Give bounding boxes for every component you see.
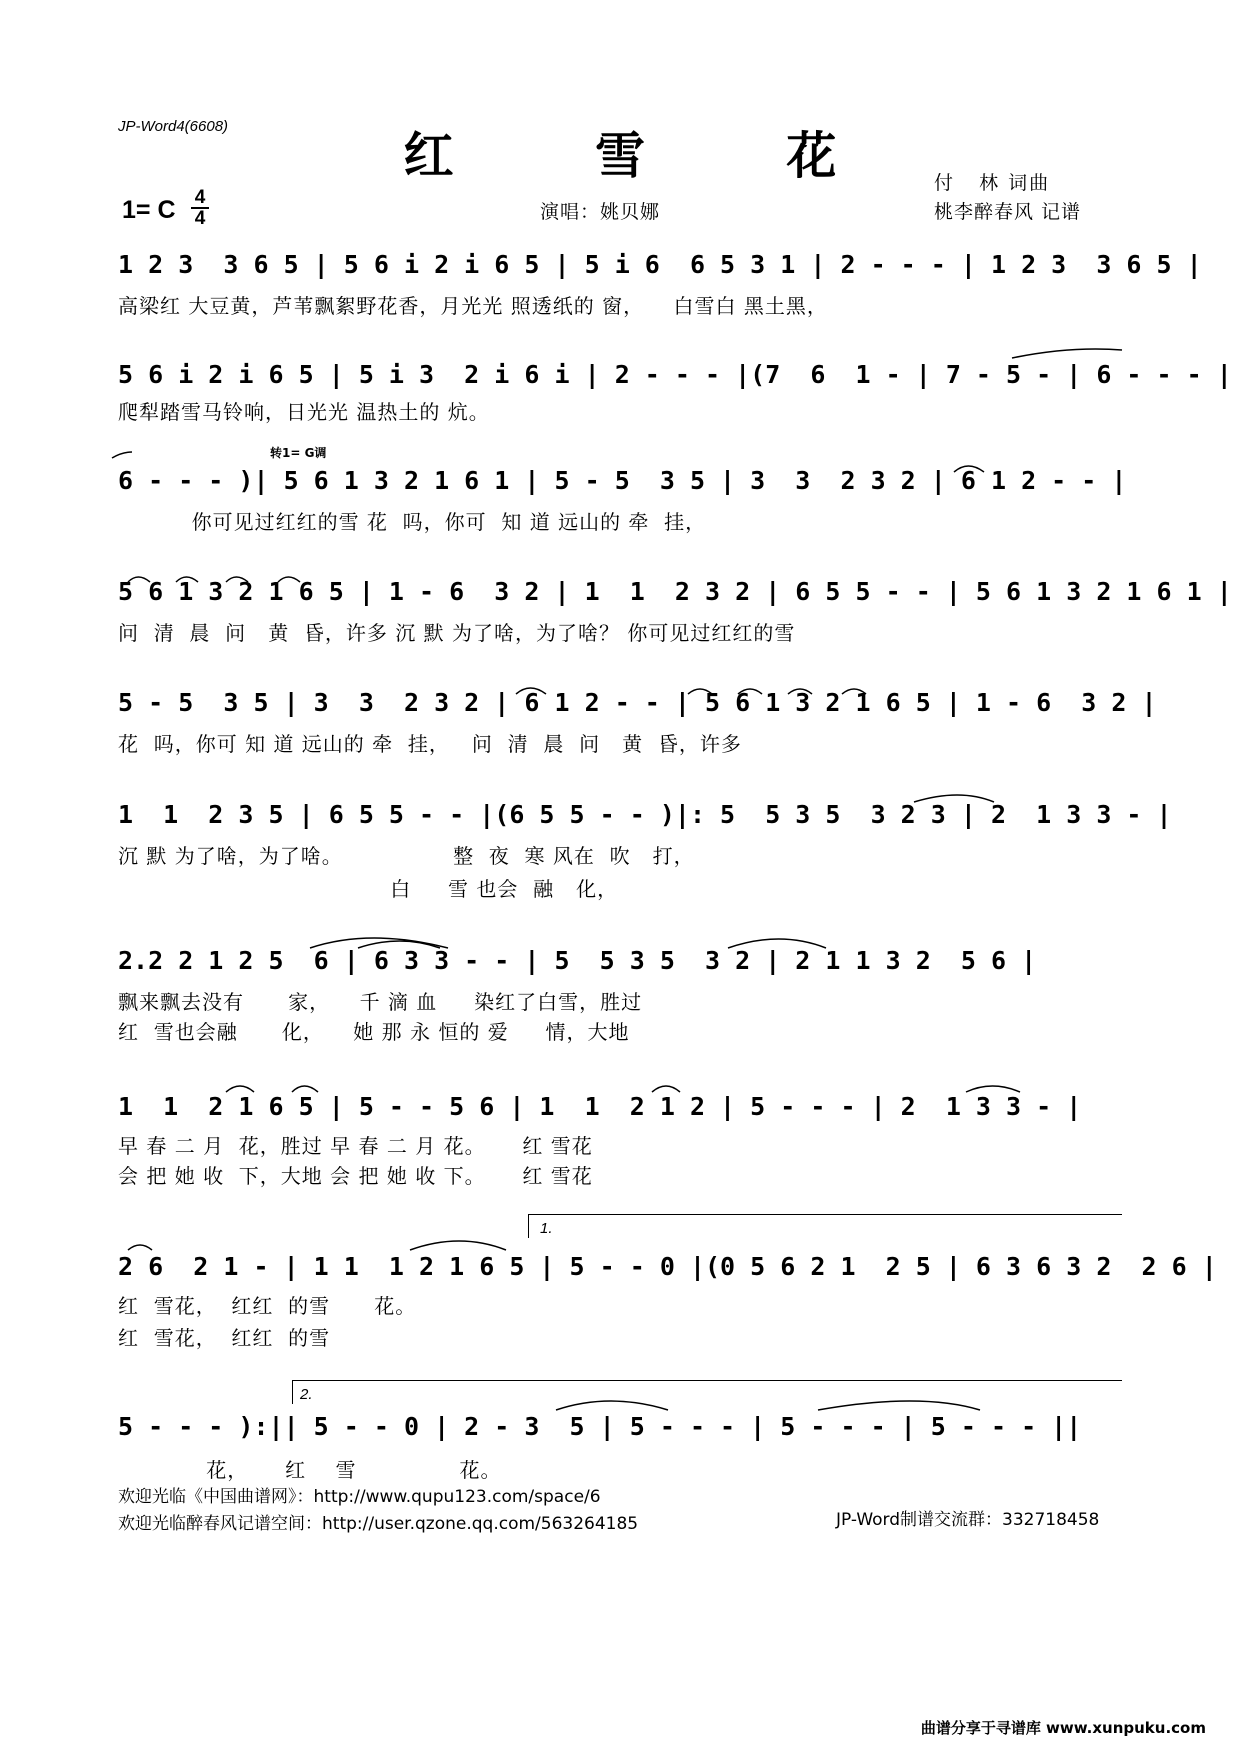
lyrics-line-3: 你可见过红红的雪 花 吗，你可 知 道 远山的 牵 挂， <box>118 510 707 534</box>
volta-second-bracket <box>292 1380 1122 1381</box>
notation-line-9: 2 6 2 1 - | 1 1 1 2 1 6 5 | 5 - - 0 |(0 5 6 2 1 2 5 | 6 3 6 3 2 2 6 | <box>118 1252 1217 1281</box>
volta-first: 1. <box>540 1220 553 1237</box>
lyrics-line-4: 问 清 晨 问 黄 昏，许多 沉 默 为了啥，为了啥？ 你可见过红红的雪 <box>118 621 796 645</box>
slur <box>1012 349 1122 358</box>
watermark: 曲谱分享于寻谱库 www.xunpuku.com <box>920 1719 1206 1737</box>
lyrics-line-8-verse-2: 会 把 她 收 下，大地 会 把 她 收 下。 红 雪花 <box>118 1164 593 1188</box>
slur <box>818 1401 980 1410</box>
key-signature: 1= C <box>122 196 176 224</box>
composer-credit: 付 林 词曲 <box>934 172 1051 194</box>
notation-line-2: 5 6 i 2 i 6 5 | 5 i 3 2 i 6 i | 2 - - - |(7 6 1 - | 7 - 5 - | 6 - - - | <box>118 360 1232 389</box>
lyrics-line-2: 爬犁踏雪马铃响，日光光 温热土的 炕。 <box>118 400 490 424</box>
slur <box>556 1401 668 1410</box>
notation-line-7: 2.2 2 1 2 5 6 | 6 3 3 - - | 5 5 3 5 3 2 | 2 1 1 3 2 5 6 | <box>118 946 1037 975</box>
notation-line-6: 1 1 2 3 5 | 6 5 5 - - |(6 5 5 - - )|: 5 5 3 5 3 2 3 | 2 1 3 3 - | <box>118 800 1172 829</box>
notation-line-3: 6 - - - )| 5 6 1 3 2 1 6 1 | 5 - 5 3 5 | 3 3 2 3 2 | 6 1 2 - - | <box>118 466 1127 495</box>
lyrics-line-10: 花， 红 雪 花。 <box>118 1458 502 1482</box>
notation-line-5: 5 - 5 3 5 | 3 3 2 3 2 | 6 1 2 - - | 5 6 1 3 2 1 6 5 | 1 - 6 3 2 | <box>118 688 1157 717</box>
time-signature-top: 4 <box>194 187 206 208</box>
slur <box>112 452 132 458</box>
slur <box>410 1241 506 1250</box>
lyrics-line-5: 花 吗，你可 知 道 远山的 牵 挂， 问 清 晨 问 黄 昏，许多 <box>118 732 742 756</box>
lyrics-line-9-verse-1: 红 雪花， 红红 的雪 花。 <box>118 1294 417 1318</box>
time-signature <box>190 188 210 228</box>
volta-second-bracket-start <box>292 1380 293 1404</box>
source-label: JP-Word4(6608) <box>118 118 229 135</box>
lyrics-line-7-verse-1: 飘来飘去没有 家， 千 滴 血 染红了白雪，胜过 <box>118 990 643 1014</box>
volta-first-bracket-start <box>528 1214 529 1238</box>
time-signature-bottom: 4 <box>194 208 206 229</box>
lyrics-line-8-verse-1: 早 春 二 月 花，胜过 早 春 二 月 花。 红 雪花 <box>118 1134 593 1158</box>
volta-first-bracket <box>528 1214 1122 1215</box>
page-title: 红 雪 花 <box>403 126 899 185</box>
notation-line-8: 1 1 2 1 6 5 | 5 - - 5 6 | 1 1 2 1 2 | 5 - - - | 2 1 3 3 - | <box>118 1092 1082 1121</box>
lyrics-line-6-verse-2: 白 雪 也会 融 化， <box>118 877 619 901</box>
footer-link-qupu[interactable]: 欢迎光临《中国曲谱网》：http://www.qupu123.com/space/6 <box>118 1487 601 1507</box>
footer-link-qzone[interactable]: 欢迎光临醉春风记谱空间：http://user.qzone.qq.com/563264185 <box>118 1514 639 1534</box>
lyrics-line-9-verse-2: 红 雪花， 红红 的雪 <box>118 1326 331 1350</box>
volta-second: 2. <box>300 1386 313 1403</box>
lyrics-line-1: 高梁红 大豆黄，芦苇飘絮野花香，月光光 照透纸的 窗， 白雪白 黑土黑， <box>118 294 828 318</box>
notation-line-1: 1 2 3 3 6 5 | 5 6 i 2 i 6 5 | 5 i 6 6 5 3 1 | 2 - - - | 1 2 3 3 6 5 | <box>118 250 1202 279</box>
notation-line-4: 5 6 1 3 2 1 6 5 | 1 - 6 3 2 | 1 1 2 3 2 | 6 5 5 - - | 5 6 1 3 2 1 6 1 | <box>118 577 1232 606</box>
transcriber-credit: 桃李醉春风 记谱 <box>934 201 1082 223</box>
modulation-mark: 转1= G调 <box>270 446 327 460</box>
slur <box>128 1245 152 1250</box>
lyrics-line-6-verse-1: 沉 默 为了啥，为了啥。 整 夜 寒 风在 吹 打， <box>118 844 695 868</box>
notation-line-10: 5 - - - ):|| 5 - - 0 | 2 - 3 5 | 5 - - - | 5 - - - | 5 - - - || <box>118 1412 1082 1441</box>
lyrics-line-7-verse-2: 红 雪也会融 化， 她 那 永 恒的 爱 情，大地 <box>118 1020 630 1044</box>
singer-credit: 演唱：姚贝娜 <box>540 201 661 223</box>
footer-group: JP-Word制谱交流群：332718458 <box>836 1510 1100 1530</box>
